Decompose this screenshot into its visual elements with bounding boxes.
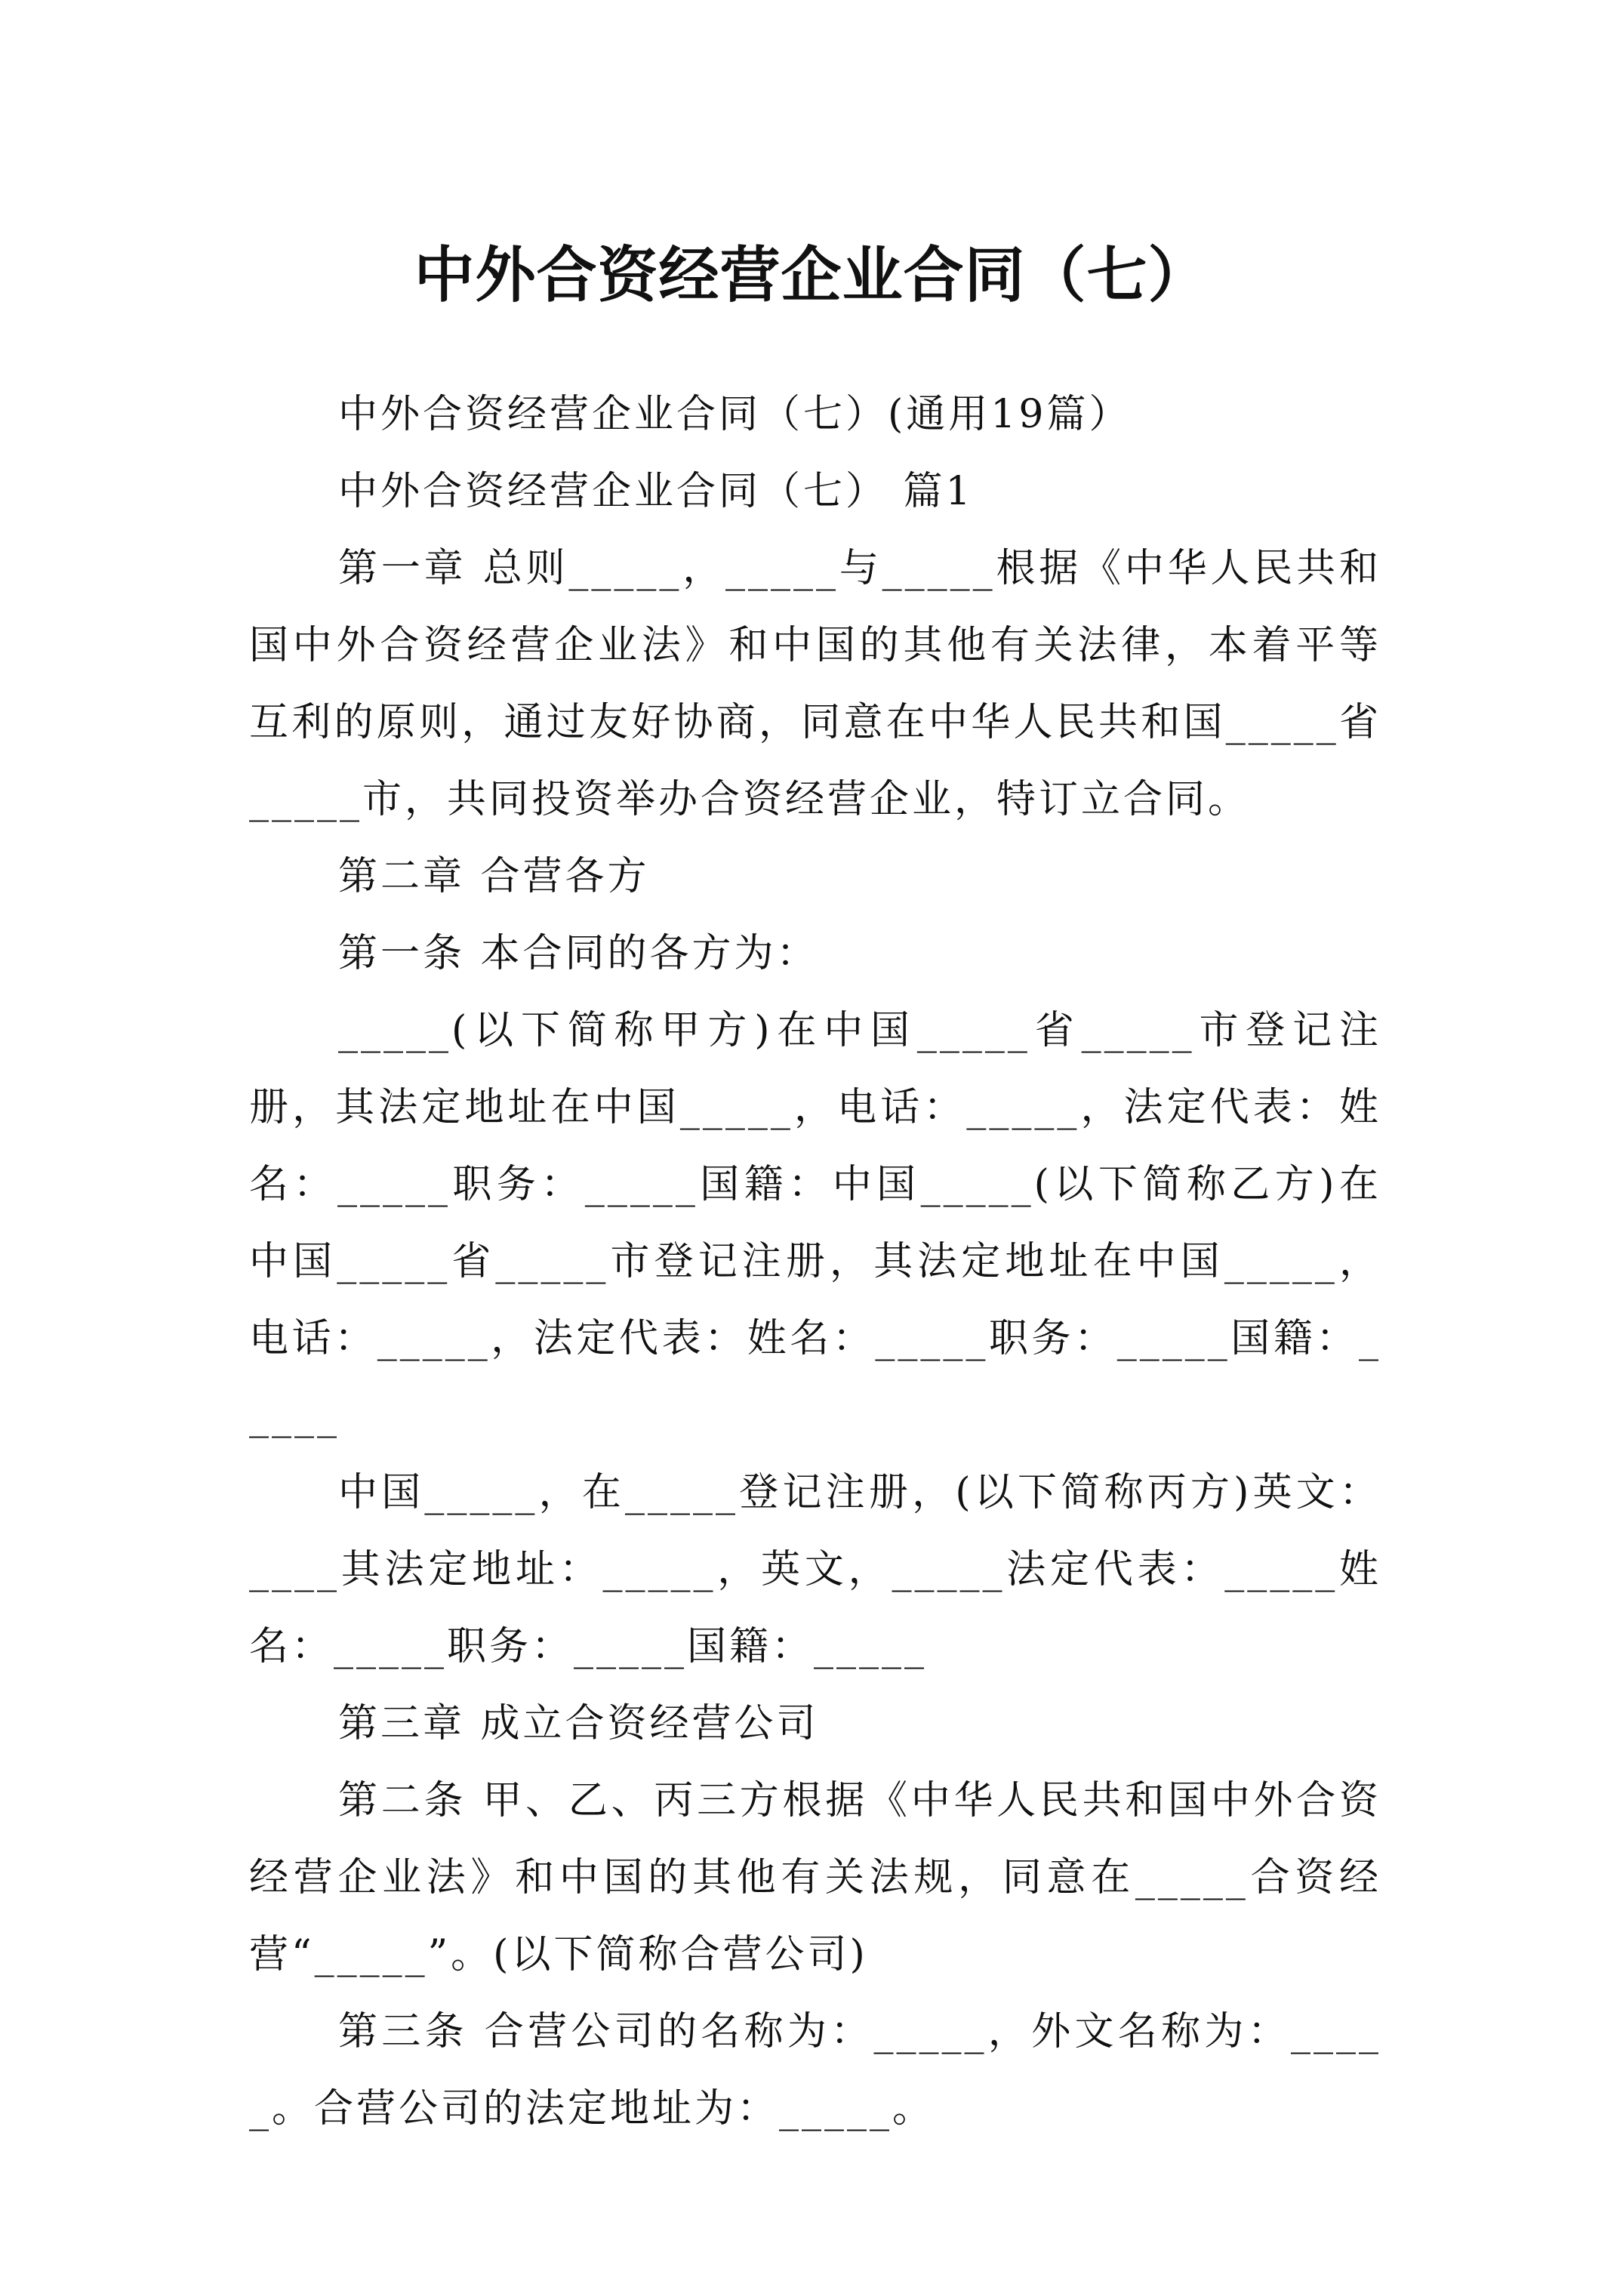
chapter-2-heading: 第二章 合营各方	[338, 854, 650, 899]
article-3-paragraph: 第三条 合营公司的名称为：_____，外文名称为：_____。合营公司的法定地址为：_____。	[249, 2009, 1381, 2131]
article-1-heading: 第一条 本合同的各方为：	[338, 931, 819, 976]
parties-a-b-paragraph: _____(以下简称甲方)在中国_____省_____市登记注册，其法定地址在中国_____，电话：_____，法定代表：姓名：_____职务：_____国籍：中国_____(以下简称乙方)在中国_____省_____市登记注册，其法定地址在中国_____，电话：_____，法定代表：姓名：_____职务：_____国籍：_____	[249, 1008, 1381, 1438]
subtitle-general: 中外合资经营企业合同（七）(通用19篇）	[338, 392, 1132, 437]
section-heading-part-1: 中外合资经营企业合同（七） 篇1	[338, 469, 974, 514]
article-2-paragraph: 第二条 甲、乙、丙三方根据《中华人民共和国中外合资经营企业法》和中国的其他有关法规，同意在_____合资经营“_____”。(以下简称合营公司)	[249, 1778, 1381, 1977]
chapter-3-heading: 第三章 成立合资经营公司	[338, 1701, 819, 1746]
document-title: 中外合资经营企业合同（七）	[414, 239, 1209, 310]
chapter-1-general-provisions: 第一章 总则_____，_____与_____根据《中华人民共和国中外合资经营企业法》和中国的其他有关法律，本着平等互利的原则，通过友好协商，同意在中华人民共和国_____省_____市，共同投资举办合资经营企业，特订立合同。	[249, 546, 1381, 822]
document-body	[249, 376, 1381, 2147]
party-c-paragraph: 中国_____，在_____登记注册，(以下简称丙方)英文：____其法定地址：_____，英文，_____法定代表：_____姓名：_____职务：_____国籍：_____	[249, 1470, 1381, 1669]
